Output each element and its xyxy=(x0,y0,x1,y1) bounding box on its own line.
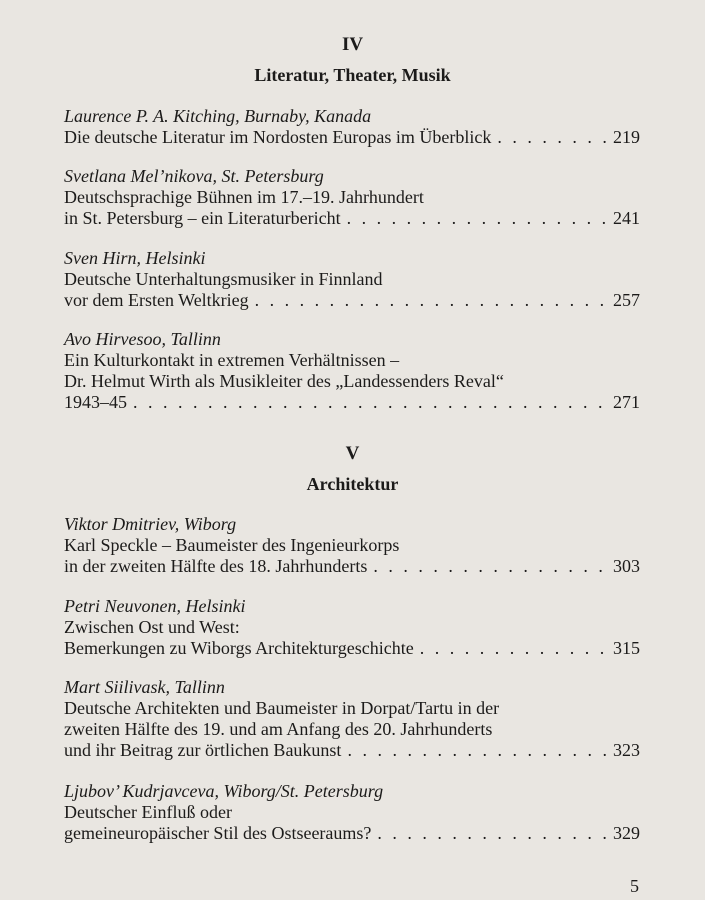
leader-dots xyxy=(133,392,609,413)
entry-title-line: gemeineuropäischer Stil des Ostseeraums? xyxy=(64,823,372,843)
entry-last-line xyxy=(64,740,640,761)
entry-title-line: Ein Kulturkontakt in extremen Verhältnissen – xyxy=(64,350,400,370)
leader-dots xyxy=(497,127,609,148)
entry-last-line xyxy=(64,392,640,413)
entry-title-line: Die deutsche Literatur im Nordosten Europas im Überblick xyxy=(64,127,492,147)
entry-page-number: 219 xyxy=(613,127,640,147)
entry-author: Avo Hirvesoo, Tallinn xyxy=(64,329,221,349)
toc-entry xyxy=(64,677,640,761)
entry-page-number: 315 xyxy=(613,638,640,658)
section-heading-iv xyxy=(0,34,705,56)
toc-entry xyxy=(64,106,640,148)
entry-title-line: 1943–45 xyxy=(64,392,127,412)
entry-page-number: 329 xyxy=(613,823,640,843)
entry-title-line: Dr. Helmut Wirth als Musikleiter des „Landessenders Reval“ xyxy=(64,371,504,391)
section-number: IV xyxy=(341,34,364,55)
leader-dots xyxy=(373,556,609,577)
leader-dots xyxy=(255,290,609,311)
entry-author: Ljubov’ Kudrjavceva, Wiborg/St. Petersburg xyxy=(64,781,384,801)
entry-title-line: Bemerkungen zu Wiborgs Architekturgeschichte xyxy=(64,638,414,658)
toc-entry xyxy=(64,781,640,844)
entry-author: Svetlana Mel’nikova, St. Petersburg xyxy=(64,166,324,186)
entry-last-line xyxy=(64,556,640,577)
leader-dots xyxy=(347,740,609,761)
entry-page-number: 257 xyxy=(613,290,640,310)
toc-entry xyxy=(64,596,640,659)
entry-page-number: 303 xyxy=(613,556,640,576)
entry-page-number: 323 xyxy=(613,740,640,760)
entry-last-line xyxy=(64,290,640,311)
entry-last-line xyxy=(64,208,640,229)
entry-author: Petri Neuvonen, Helsinki xyxy=(64,596,246,616)
leader-dots xyxy=(420,638,609,659)
page-number: 5 xyxy=(630,876,639,896)
toc-entry xyxy=(64,329,640,413)
section-title-block xyxy=(0,473,705,495)
entry-page-number: 241 xyxy=(613,208,640,228)
toc-entry xyxy=(64,514,640,577)
section-title: Literatur, Theater, Musik xyxy=(254,65,451,85)
entry-title-line: Deutsche Architekten und Baumeister in Dorpat/Tartu in der xyxy=(64,698,500,718)
section-title-block xyxy=(0,64,705,86)
section-number: V xyxy=(345,443,360,464)
entry-title-line: und ihr Beitrag zur örtlichen Baukunst xyxy=(64,740,342,760)
entry-title-line: Karl Speckle – Baumeister des Ingenieurkorps xyxy=(64,535,400,555)
toc-entry xyxy=(64,248,640,311)
entry-title-line: Zwischen Ost und West: xyxy=(64,617,240,637)
section-heading-v xyxy=(0,443,705,465)
entry-title-line: vor dem Ersten Weltkrieg xyxy=(64,290,249,310)
entry-author: Sven Hirn, Helsinki xyxy=(64,248,206,268)
entry-title-line: zweiten Hälfte des 19. und am Anfang des 20. Jahrhunderts xyxy=(64,719,493,739)
entry-title-line: Deutsche Unterhaltungsmusiker in Finnland xyxy=(64,269,383,289)
section-title: Architektur xyxy=(306,474,399,494)
entry-title-line: Deutschsprachige Bühnen im 17.–19. Jahrhundert xyxy=(64,187,424,207)
toc-entry xyxy=(64,166,640,229)
entry-author: Mart Siilivask, Tallinn xyxy=(64,677,225,697)
entry-title-line: in St. Petersburg – ein Literaturbericht xyxy=(64,208,341,228)
entry-author: Laurence P. A. Kitching, Burnaby, Kanada xyxy=(64,106,372,126)
entry-last-line xyxy=(64,823,640,844)
entry-page-number: 271 xyxy=(613,392,640,412)
entry-last-line xyxy=(64,638,640,659)
entry-last-line xyxy=(64,127,640,148)
entry-title-line: Deutscher Einfluß oder xyxy=(64,802,232,822)
entry-title-line: in der zweiten Hälfte des 18. Jahrhunderts xyxy=(64,556,368,576)
leader-dots xyxy=(377,823,609,844)
entry-author: Viktor Dmitriev, Wiborg xyxy=(64,514,237,534)
leader-dots xyxy=(347,208,609,229)
